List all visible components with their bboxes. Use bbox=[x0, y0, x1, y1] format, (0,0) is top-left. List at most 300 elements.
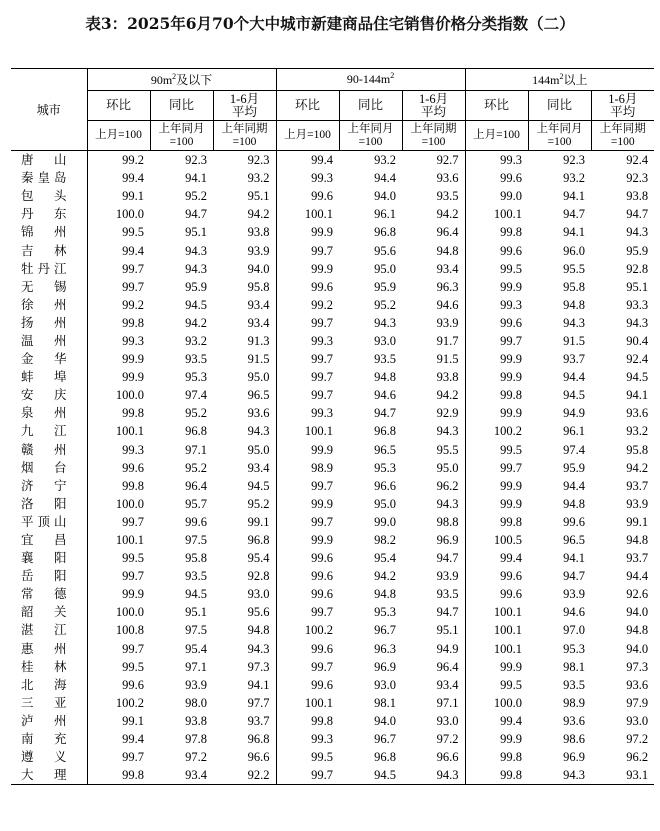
city-cell: 扬州 bbox=[21, 314, 67, 330]
value-cell: 98.6 bbox=[563, 732, 586, 747]
value-cell: 90.4 bbox=[626, 333, 649, 348]
value-cell: 93.2 bbox=[626, 424, 649, 439]
table-row bbox=[11, 187, 654, 205]
city-cell: 秦皇岛 bbox=[21, 170, 67, 186]
value-cell: 99.7 bbox=[276, 241, 339, 259]
value-cell: 95.1 bbox=[436, 623, 459, 638]
value-cell: 99.6 bbox=[465, 567, 528, 585]
value-cell: 93.4 bbox=[247, 460, 270, 475]
value-cell: 99.5 bbox=[465, 441, 528, 459]
value-cell: 99.5 bbox=[87, 549, 150, 567]
value-cell: 100.1 bbox=[276, 422, 339, 440]
value-cell: 93.7 bbox=[626, 551, 649, 566]
table-row bbox=[11, 766, 654, 785]
value-cell: 99.1 bbox=[87, 187, 150, 205]
table-row bbox=[11, 730, 654, 748]
city-cell: 襄阳 bbox=[21, 550, 67, 566]
value-cell: 92.4 bbox=[626, 352, 649, 367]
value-cell: 94.8 bbox=[626, 533, 649, 548]
value-cell: 99.4 bbox=[276, 151, 339, 170]
value-cell: 95.3 bbox=[374, 605, 397, 620]
value-cell: 91.5 bbox=[436, 352, 459, 367]
table-row bbox=[11, 640, 654, 658]
value-cell: 93.5 bbox=[436, 587, 459, 602]
value-cell: 99.6 bbox=[465, 241, 528, 259]
table-row bbox=[11, 223, 654, 241]
city-cell: 平顶山 bbox=[21, 513, 67, 529]
value-cell: 93.5 bbox=[563, 677, 586, 692]
value-cell: 99.4 bbox=[465, 712, 528, 730]
value-cell: 95.8 bbox=[563, 279, 586, 294]
value-cell: 97.7 bbox=[247, 695, 270, 710]
value-cell: 96.8 bbox=[185, 424, 207, 439]
city-cell: 泸州 bbox=[21, 712, 67, 728]
value-cell: 99.4 bbox=[87, 730, 150, 748]
value-cell: 94.3 bbox=[626, 225, 649, 240]
table-row bbox=[11, 712, 654, 730]
table-row bbox=[11, 205, 654, 223]
value-cell: 93.2 bbox=[563, 171, 586, 186]
value-cell: 94.4 bbox=[626, 569, 649, 584]
value-cell: 93.7 bbox=[247, 713, 270, 728]
value-cell: 94.7 bbox=[436, 605, 459, 620]
value-cell: 94.7 bbox=[563, 207, 586, 222]
value-cell: 94.0 bbox=[374, 713, 397, 728]
value-cell: 94.7 bbox=[436, 551, 459, 566]
value-cell: 99.9 bbox=[276, 223, 339, 241]
value-cell: 100.1 bbox=[276, 694, 339, 712]
value-cell: 93.9 bbox=[185, 677, 207, 692]
value-cell: 93.4 bbox=[150, 766, 213, 785]
value-cell: 94.7 bbox=[185, 207, 207, 222]
value-cell: 99.1 bbox=[87, 712, 150, 730]
value-cell: 94.1 bbox=[626, 388, 649, 403]
value-cell: 96.0 bbox=[563, 243, 586, 258]
value-cell: 95.3 bbox=[185, 370, 207, 385]
table-row bbox=[11, 459, 654, 477]
city-cell: 遵义 bbox=[21, 749, 67, 765]
table-row bbox=[11, 567, 654, 585]
value-cell: 99.7 bbox=[276, 368, 339, 386]
value-cell: 99.2 bbox=[87, 151, 150, 170]
table-row bbox=[11, 350, 654, 368]
value-cell: 93.1 bbox=[591, 766, 654, 785]
value-cell: 93.0 bbox=[247, 587, 270, 602]
city-cell: 金华 bbox=[21, 351, 67, 367]
value-cell: 94.9 bbox=[563, 406, 586, 421]
value-cell: 99.7 bbox=[87, 260, 150, 278]
value-cell: 94.2 bbox=[247, 207, 270, 222]
value-cell: 100.5 bbox=[465, 531, 528, 549]
value-cell: 94.5 bbox=[339, 766, 402, 785]
table-body bbox=[11, 151, 654, 785]
base-header-huanbi: 上月=100 bbox=[276, 121, 339, 151]
value-cell: 97.0 bbox=[563, 623, 586, 638]
value-cell: 99.3 bbox=[276, 332, 339, 350]
city-cell: 包头 bbox=[21, 188, 67, 204]
value-cell: 94.1 bbox=[185, 171, 207, 186]
value-cell: 95.4 bbox=[247, 551, 270, 566]
value-cell: 93.8 bbox=[626, 189, 649, 204]
value-cell: 99.8 bbox=[276, 712, 339, 730]
base-header-avg: 上年同期 =100 bbox=[402, 121, 465, 151]
value-cell: 100.0 bbox=[87, 603, 150, 621]
value-cell: 97.3 bbox=[247, 659, 270, 674]
table-row bbox=[11, 260, 654, 278]
value-cell: 97.2 bbox=[185, 750, 207, 765]
value-cell: 99.7 bbox=[276, 766, 339, 785]
value-cell: 98.0 bbox=[185, 695, 207, 710]
city-cell: 赣州 bbox=[21, 441, 67, 457]
value-cell: 94.1 bbox=[247, 677, 270, 692]
sub-header-avg: 1-6月 平均 bbox=[402, 91, 465, 121]
value-cell: 92.3 bbox=[185, 153, 207, 168]
value-cell: 94.3 bbox=[436, 496, 459, 511]
city-cell: 蚌埠 bbox=[21, 369, 67, 385]
base-header-tongbi: 上年同月 =100 bbox=[528, 121, 591, 151]
table-row bbox=[11, 694, 654, 712]
value-cell: 99.7 bbox=[276, 513, 339, 531]
value-cell: 96.4 bbox=[185, 478, 207, 493]
city-cell: 泉州 bbox=[21, 405, 67, 421]
value-cell: 99.1 bbox=[626, 514, 649, 529]
value-cell: 100.2 bbox=[465, 422, 528, 440]
value-cell: 96.9 bbox=[436, 533, 459, 548]
value-cell: 96.9 bbox=[563, 750, 586, 765]
value-cell: 92.6 bbox=[626, 587, 649, 602]
value-cell: 100.0 bbox=[87, 205, 150, 223]
value-cell: 92.3 bbox=[626, 171, 649, 186]
value-cell: 93.2 bbox=[247, 171, 270, 186]
value-cell: 94.9 bbox=[436, 641, 459, 656]
value-cell: 96.9 bbox=[374, 659, 397, 674]
value-cell: 95.0 bbox=[374, 261, 397, 276]
value-cell: 100.1 bbox=[465, 640, 528, 658]
city-cell: 安庆 bbox=[21, 387, 67, 403]
value-cell: 99.6 bbox=[276, 676, 339, 694]
value-cell: 99.9 bbox=[276, 495, 339, 513]
value-cell: 94.7 bbox=[374, 406, 397, 421]
value-cell: 99.4 bbox=[87, 169, 150, 187]
value-cell: 94.3 bbox=[247, 641, 270, 656]
value-cell: 96.8 bbox=[374, 750, 397, 765]
value-cell: 99.8 bbox=[465, 766, 528, 785]
value-cell: 94.8 bbox=[626, 623, 649, 638]
value-cell: 93.9 bbox=[247, 243, 270, 258]
value-cell: 93.2 bbox=[374, 153, 397, 168]
table-row bbox=[11, 332, 654, 350]
value-cell: 95.0 bbox=[247, 442, 270, 457]
table-row bbox=[11, 368, 654, 386]
table-row bbox=[11, 422, 654, 440]
value-cell: 99.5 bbox=[465, 260, 528, 278]
city-cell: 牡丹江 bbox=[21, 260, 67, 276]
value-cell: 95.0 bbox=[374, 496, 397, 511]
value-cell: 99.3 bbox=[276, 730, 339, 748]
value-cell: 94.7 bbox=[563, 569, 586, 584]
value-cell: 95.0 bbox=[436, 460, 459, 475]
value-cell: 93.0 bbox=[436, 713, 459, 728]
value-cell: 95.3 bbox=[374, 460, 397, 475]
value-cell: 93.6 bbox=[626, 677, 649, 692]
value-cell: 99.0 bbox=[374, 514, 397, 529]
value-cell: 99.7 bbox=[276, 314, 339, 332]
value-cell: 99.3 bbox=[276, 169, 339, 187]
value-cell: 95.5 bbox=[563, 261, 586, 276]
base-header-huanbi: 上月=100 bbox=[87, 121, 150, 151]
city-cell: 锦州 bbox=[21, 224, 67, 240]
value-cell: 95.6 bbox=[374, 243, 397, 258]
value-cell: 92.7 bbox=[436, 153, 459, 168]
value-cell: 95.1 bbox=[247, 189, 270, 204]
value-cell: 91.7 bbox=[436, 333, 459, 348]
sub-header-huanbi: 环比 bbox=[87, 91, 150, 121]
value-cell: 96.4 bbox=[436, 225, 459, 240]
value-cell: 93.8 bbox=[185, 713, 207, 728]
value-cell: 94.0 bbox=[626, 641, 649, 656]
value-cell: 99.6 bbox=[276, 549, 339, 567]
table-row bbox=[11, 495, 654, 513]
city-cell: 吉林 bbox=[21, 242, 67, 258]
value-cell: 99.9 bbox=[465, 368, 528, 386]
value-cell: 95.5 bbox=[436, 442, 459, 457]
value-cell: 94.3 bbox=[402, 766, 465, 785]
city-cell: 三亚 bbox=[21, 694, 67, 710]
value-cell: 97.1 bbox=[185, 659, 207, 674]
value-cell: 93.4 bbox=[436, 677, 459, 692]
value-cell: 99.7 bbox=[465, 459, 528, 477]
value-cell: 99.8 bbox=[87, 766, 150, 785]
value-cell: 98.2 bbox=[374, 533, 397, 548]
value-cell: 95.1 bbox=[185, 605, 207, 620]
value-cell: 92.3 bbox=[247, 153, 270, 168]
value-cell: 93.0 bbox=[374, 333, 397, 348]
value-cell: 99.8 bbox=[465, 386, 528, 404]
value-cell: 99.7 bbox=[87, 278, 150, 296]
value-cell: 97.8 bbox=[185, 732, 207, 747]
value-cell: 99.8 bbox=[465, 513, 528, 531]
value-cell: 100.8 bbox=[87, 621, 150, 639]
value-cell: 94.7 bbox=[626, 207, 649, 222]
value-cell: 95.6 bbox=[247, 605, 270, 620]
value-cell: 99.3 bbox=[276, 404, 339, 422]
value-cell: 96.1 bbox=[563, 424, 586, 439]
base-header-avg: 上年同期 =100 bbox=[591, 121, 654, 151]
value-cell: 94.3 bbox=[563, 315, 586, 330]
value-cell: 92.9 bbox=[436, 406, 459, 421]
value-cell: 93.5 bbox=[374, 352, 397, 367]
value-cell: 95.9 bbox=[374, 279, 397, 294]
value-cell: 99.7 bbox=[276, 477, 339, 495]
table-row bbox=[11, 531, 654, 549]
value-cell: 94.2 bbox=[626, 460, 649, 475]
value-cell: 93.9 bbox=[436, 315, 459, 330]
value-cell: 95.2 bbox=[374, 297, 397, 312]
value-cell: 99.6 bbox=[465, 585, 528, 603]
city-cell: 桂林 bbox=[21, 658, 67, 674]
sub-header-huanbi: 环比 bbox=[276, 91, 339, 121]
value-cell: 97.2 bbox=[626, 732, 649, 747]
value-cell: 96.7 bbox=[374, 732, 397, 747]
value-cell: 93.6 bbox=[626, 406, 649, 421]
city-cell: 惠州 bbox=[21, 640, 67, 656]
base-header-huanbi: 上月=100 bbox=[465, 121, 528, 151]
value-cell: 99.7 bbox=[87, 567, 150, 585]
value-cell: 94.8 bbox=[563, 297, 586, 312]
value-cell: 99.7 bbox=[276, 386, 339, 404]
value-cell: 99.6 bbox=[276, 187, 339, 205]
sub-header-avg: 1-6月 平均 bbox=[213, 91, 276, 121]
value-cell: 97.9 bbox=[626, 695, 649, 710]
value-cell: 96.8 bbox=[247, 533, 270, 548]
value-cell: 99.9 bbox=[465, 404, 528, 422]
value-cell: 93.6 bbox=[247, 406, 270, 421]
value-cell: 99.5 bbox=[87, 223, 150, 241]
city-cell: 丹东 bbox=[21, 206, 67, 222]
city-cell: 岳阳 bbox=[21, 568, 67, 584]
value-cell: 93.7 bbox=[563, 352, 586, 367]
value-cell: 94.0 bbox=[247, 261, 270, 276]
value-cell: 99.3 bbox=[87, 441, 150, 459]
value-cell: 94.8 bbox=[374, 370, 397, 385]
city-cell: 常德 bbox=[21, 586, 67, 602]
city-cell: 烟台 bbox=[21, 459, 67, 475]
value-cell: 99.9 bbox=[276, 531, 339, 549]
value-cell: 93.4 bbox=[436, 261, 459, 276]
value-cell: 99.7 bbox=[276, 603, 339, 621]
value-cell: 99.6 bbox=[276, 278, 339, 296]
value-cell: 96.6 bbox=[436, 750, 459, 765]
value-cell: 93.8 bbox=[247, 225, 270, 240]
group-header-small: $90m^2$及以下 bbox=[87, 69, 276, 91]
value-cell: 93.0 bbox=[374, 677, 397, 692]
value-cell: 99.9 bbox=[87, 585, 150, 603]
value-cell: 92.8 bbox=[626, 261, 649, 276]
value-cell: 99.5 bbox=[276, 748, 339, 766]
value-cell: 99.6 bbox=[563, 514, 586, 529]
table-row bbox=[11, 441, 654, 459]
value-cell: 99.7 bbox=[276, 658, 339, 676]
city-cell: 无锡 bbox=[21, 278, 67, 294]
base-header-tongbi: 上年同月 =100 bbox=[339, 121, 402, 151]
value-cell: 99.9 bbox=[276, 260, 339, 278]
value-cell: 94.8 bbox=[247, 623, 270, 638]
value-cell: 97.5 bbox=[185, 623, 207, 638]
value-cell: 100.1 bbox=[87, 422, 150, 440]
value-cell: 94.3 bbox=[185, 261, 207, 276]
value-cell: 95.1 bbox=[185, 225, 207, 240]
base-header-avg: 上年同期 =100 bbox=[213, 121, 276, 151]
value-cell: 96.5 bbox=[247, 388, 270, 403]
value-cell: 95.7 bbox=[185, 496, 207, 511]
value-cell: 93.7 bbox=[626, 478, 649, 493]
value-cell: 100.1 bbox=[465, 205, 528, 223]
value-cell: 96.3 bbox=[374, 641, 397, 656]
table-row bbox=[11, 585, 654, 603]
value-cell: 94.3 bbox=[528, 766, 591, 785]
value-cell: 99.7 bbox=[87, 640, 150, 658]
value-cell: 98.8 bbox=[436, 514, 459, 529]
city-cell: 南充 bbox=[21, 731, 67, 747]
value-cell: 99.1 bbox=[247, 514, 270, 529]
value-cell: 96.7 bbox=[374, 623, 397, 638]
table-row bbox=[11, 278, 654, 296]
city-header: 城市 bbox=[11, 69, 87, 151]
sub-header-tongbi: 同比 bbox=[339, 91, 402, 121]
value-cell: 99.7 bbox=[87, 513, 150, 531]
sub-header-huanbi: 环比 bbox=[465, 91, 528, 121]
price-index-table bbox=[11, 68, 654, 785]
value-cell: 99.8 bbox=[87, 477, 150, 495]
value-cell: 99.3 bbox=[465, 296, 528, 314]
base-header-tongbi: 上年同月 =100 bbox=[150, 121, 213, 151]
city-cell: 唐山 bbox=[21, 152, 67, 168]
table-row bbox=[11, 658, 654, 676]
value-cell: 99.6 bbox=[465, 314, 528, 332]
value-cell: 94.0 bbox=[374, 189, 397, 204]
value-cell: 100.2 bbox=[87, 694, 150, 712]
city-cell: 大理 bbox=[11, 766, 87, 785]
value-cell: 100.0 bbox=[465, 694, 528, 712]
value-cell: 99.3 bbox=[465, 151, 528, 170]
value-cell: 93.4 bbox=[247, 315, 270, 330]
value-cell: 96.4 bbox=[436, 659, 459, 674]
value-cell: 94.2 bbox=[374, 569, 397, 584]
value-cell: 99.8 bbox=[87, 404, 150, 422]
value-cell: 99.5 bbox=[465, 676, 528, 694]
value-cell: 93.3 bbox=[626, 297, 649, 312]
value-cell: 94.3 bbox=[626, 315, 649, 330]
value-cell: 95.9 bbox=[563, 460, 586, 475]
table-row bbox=[11, 404, 654, 422]
city-cell: 洛阳 bbox=[21, 495, 67, 511]
table-row bbox=[11, 621, 654, 639]
table-row bbox=[11, 477, 654, 495]
value-cell: 93.9 bbox=[436, 569, 459, 584]
value-cell: 94.1 bbox=[563, 189, 586, 204]
value-cell: 99.0 bbox=[465, 187, 528, 205]
value-cell: 94.3 bbox=[374, 315, 397, 330]
value-cell: 94.4 bbox=[563, 370, 586, 385]
value-cell: 100.1 bbox=[465, 603, 528, 621]
group-header-large: $144m^2$以上 bbox=[465, 69, 654, 91]
value-cell: 94.1 bbox=[563, 551, 586, 566]
value-cell: 100.2 bbox=[276, 621, 339, 639]
value-cell: 99.9 bbox=[465, 278, 528, 296]
value-cell: 95.2 bbox=[185, 460, 207, 475]
value-cell: 94.4 bbox=[374, 171, 397, 186]
value-cell: 99.8 bbox=[465, 223, 528, 241]
value-cell: 94.8 bbox=[374, 587, 397, 602]
value-cell: 99.9 bbox=[465, 477, 528, 495]
value-cell: 91.3 bbox=[247, 333, 270, 348]
value-cell: 97.1 bbox=[436, 695, 459, 710]
value-cell: 95.2 bbox=[185, 189, 207, 204]
value-cell: 98.9 bbox=[563, 695, 586, 710]
value-cell: 96.3 bbox=[436, 279, 459, 294]
value-cell: 96.5 bbox=[374, 442, 397, 457]
value-cell: 95.2 bbox=[247, 496, 270, 511]
city-cell: 九江 bbox=[21, 423, 67, 439]
value-cell: 96.5 bbox=[563, 533, 586, 548]
value-cell: 100.1 bbox=[465, 621, 528, 639]
value-cell: 94.3 bbox=[247, 424, 270, 439]
value-cell: 99.6 bbox=[465, 169, 528, 187]
value-cell: 99.2 bbox=[87, 296, 150, 314]
value-cell: 95.9 bbox=[626, 243, 649, 258]
value-cell: 97.5 bbox=[185, 533, 207, 548]
value-cell: 93.0 bbox=[626, 713, 649, 728]
